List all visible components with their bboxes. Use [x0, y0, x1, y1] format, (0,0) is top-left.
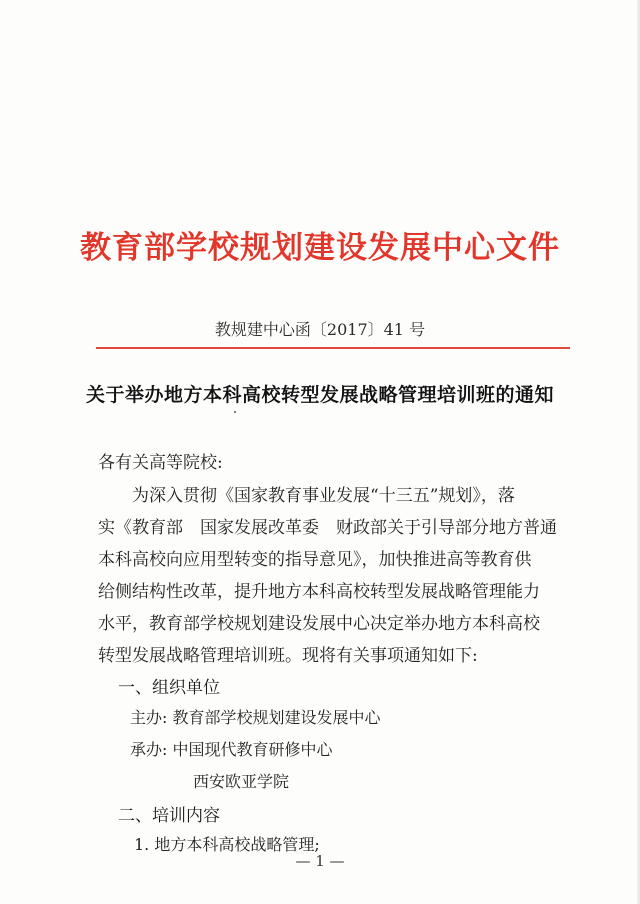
host-line: 主办: 教育部学校规划建设发展中心	[130, 708, 381, 727]
paragraph-line: 转型发展战略管理培训班。现将有关事项通知如下:	[98, 646, 478, 666]
salutation: 各有关高等院校:	[98, 453, 223, 473]
page-number: — 1 —	[295, 852, 345, 870]
paragraph-line: 本科高校向应用型转变的指导意见》，加快推进高等教育供	[98, 550, 532, 570]
organizer-line-2: 西安欧亚学院	[193, 772, 290, 791]
paragraph-line: 实《教育部 国家发展改革委 财政部关于引导部分地方普通	[98, 518, 557, 538]
scan-dot	[234, 411, 236, 413]
paragraph-line: 为深入贯彻《国家教育事业发展“十三五”规划》，落	[98, 486, 515, 506]
section-heading-training-content: 二、培训内容	[118, 806, 220, 826]
section-heading-organizers: 一、组织单位	[118, 678, 220, 698]
red-divider-line	[96, 347, 570, 349]
document-header-title: 教育部学校规划建设发展中心文件	[80, 230, 560, 266]
paragraph-line: 给侧结构性改革，提升地方本科高校转型发展战略管理能力	[98, 582, 540, 602]
notice-title: 关于举办地方本科高校转型发展战略管理培训班的通知	[85, 384, 554, 406]
paragraph-line: 水平，教育部学校规划建设发展中心决定举办地方本科高校	[98, 614, 540, 634]
organizer-line: 承办: 中国现代教育研修中心	[130, 740, 333, 759]
training-item: 1. 地方本科高校战略管理;	[134, 835, 320, 854]
document-number: 教规建中心函〔2017〕41 号	[214, 320, 426, 339]
